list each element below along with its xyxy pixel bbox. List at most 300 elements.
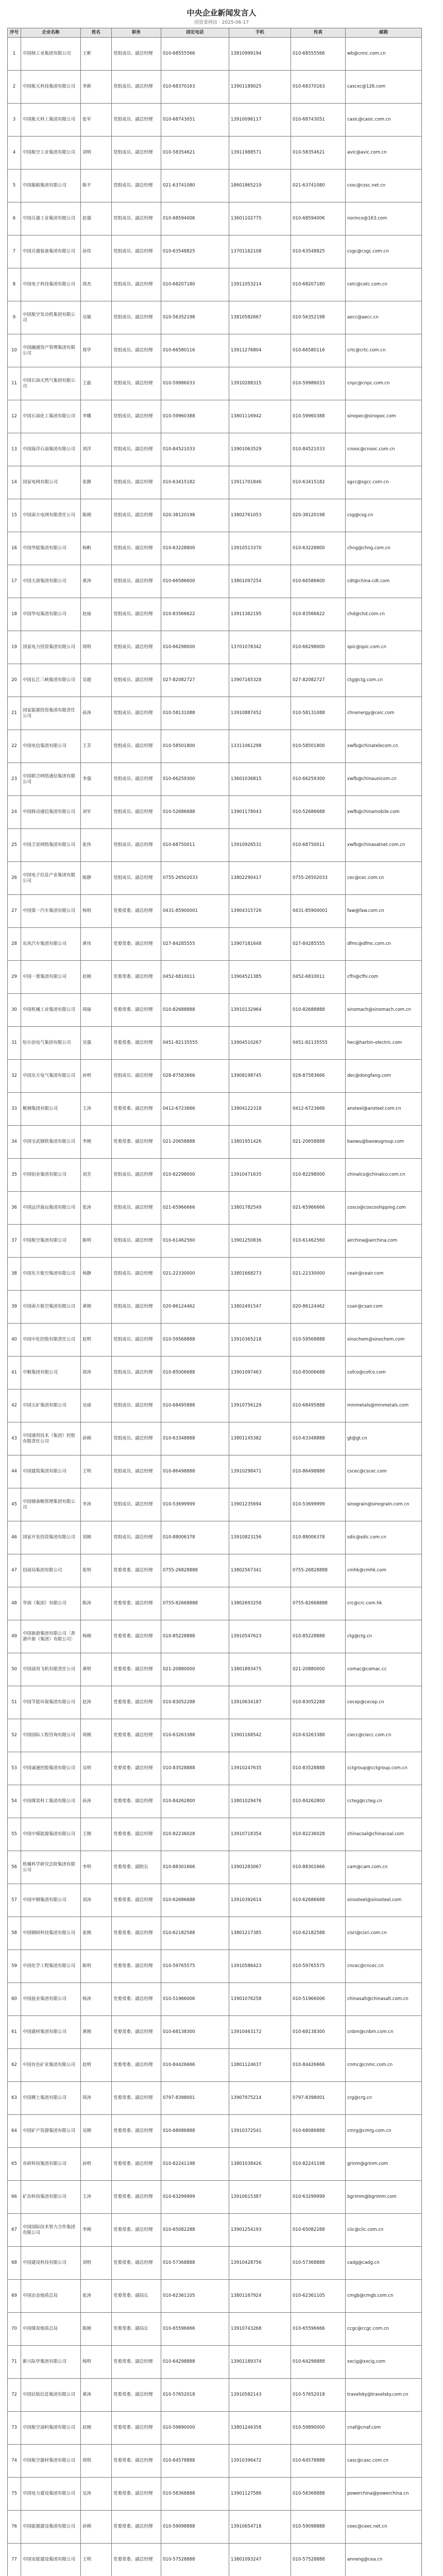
cell-no: 45 — [8, 1488, 21, 1521]
cell-email[interactable]: sgcc@sgcc.com.cn — [346, 466, 422, 499]
cell-title: 党组成员、副总经理 — [112, 334, 161, 367]
col-header-phone: 固定电话 — [161, 28, 229, 38]
cell-email[interactable]: minmetals@minmetals.com — [346, 1389, 422, 1422]
cell-company: 国家能源投资集团有限责任公司 — [21, 697, 81, 730]
cell-name: 王刚 — [81, 1818, 112, 1851]
cell-company: 招商局集团有限公司 — [21, 1554, 81, 1587]
cell-no: 13 — [8, 433, 21, 466]
cell-phone: 010-59890000 — [161, 2412, 229, 2445]
cell-fax: 010-68743051 — [291, 104, 346, 137]
cell-mobile: 13910298471 — [229, 1455, 291, 1488]
table-row — [8, 1324, 422, 1357]
table-row — [8, 1060, 422, 1093]
cell-mobile: 13911276804 — [229, 334, 291, 367]
cell-name: 陈刚 — [81, 2313, 112, 2346]
cell-phone: 027-82082727 — [161, 664, 229, 697]
cell-no: 19 — [8, 631, 21, 664]
cell-company: 中国通用技术（集团）控股有限责任公司 — [21, 1422, 81, 1455]
cell-mobile: 13904122318 — [229, 1093, 291, 1126]
cell-no: 37 — [8, 1225, 21, 1258]
cell-name: 张静 — [81, 466, 112, 499]
cell-no: 18 — [8, 598, 21, 631]
cell-phone: 010-51966006 — [161, 1983, 229, 2016]
cell-title: 党组成员、副总经理 — [112, 1521, 161, 1554]
cell-email[interactable]: crc@crc.com.hk — [346, 1587, 422, 1620]
cell-email[interactable]: chinalco@chinalco.com.cn — [346, 1159, 422, 1192]
table-row — [8, 829, 422, 862]
cell-name: 赵明 — [81, 1324, 112, 1357]
cell-no: 57 — [8, 1884, 21, 1917]
table-row — [8, 1093, 422, 1126]
cell-company: 中国宝武钢铁集团有限公司 — [21, 1126, 81, 1159]
cell-fax: 010-68750011 — [291, 829, 346, 862]
cell-name: 周丽 — [81, 994, 112, 1027]
cell-fax: 010-86498888 — [291, 1455, 346, 1488]
cell-mobile: 13801893475 — [229, 1653, 291, 1686]
cell-email[interactable]: dfmc@dfmc.com.cn — [346, 928, 422, 961]
cell-name: 郑华 — [81, 334, 112, 367]
cell-no: 7 — [8, 235, 21, 268]
cell-email[interactable]: ctg@ctg.cn — [346, 1620, 422, 1653]
cell-fax: 010-59890000 — [291, 2412, 346, 2445]
cell-no: 62 — [8, 2049, 21, 2082]
cell-phone: 010-59986033 — [161, 367, 229, 400]
cell-name: 杨静 — [81, 1258, 112, 1291]
cell-name: 赵刚 — [81, 961, 112, 994]
cell-phone: 0797-8398001 — [161, 2082, 229, 2115]
cell-email[interactable]: ansteel@ansteel.com.cn — [346, 1093, 422, 1126]
cell-title: 党委常委、副总经理 — [112, 2544, 161, 2576]
cell-name: 李新 — [81, 71, 112, 104]
cell-name: 吴丽 — [81, 1389, 112, 1422]
cell-email[interactable]: sinograin@sinograin.com.cn — [346, 1488, 422, 1521]
cell-email[interactable]: xxcig@xxcig.com — [346, 2346, 422, 2379]
cell-name: 吴强 — [81, 1027, 112, 1060]
cell-no: 36 — [8, 1192, 21, 1225]
cell-email[interactable]: csair@csair.com — [346, 1291, 422, 1324]
table-row — [8, 2082, 422, 2115]
table-row — [8, 2445, 422, 2478]
cell-title: 党委常委、副总经理 — [112, 961, 161, 994]
cell-title: 党委常委、副总经理 — [112, 2247, 161, 2280]
cell-email[interactable]: spic@spic.com.cn — [346, 631, 422, 664]
cell-no: 72 — [8, 2379, 21, 2412]
cell-email[interactable]: chnenergy@ceic.com — [346, 697, 422, 730]
cell-phone: 0755-26828888 — [161, 1554, 229, 1587]
cell-phone: 010-62182588 — [161, 1917, 229, 1950]
cell-email[interactable]: cctgroup@cctgroup.com.cn — [346, 1752, 422, 1785]
col-header-mobile: 手机 — [229, 28, 291, 38]
cell-email[interactable]: sinopec@sinopec.com — [346, 400, 422, 433]
cell-email[interactable]: faw@faw.com.cn — [346, 895, 422, 928]
cell-email[interactable]: cec@cec.com.cn — [346, 862, 422, 895]
cell-company: 中国机械工业集团有限公司 — [21, 994, 81, 1027]
table-row — [8, 1785, 422, 1818]
cell-no: 59 — [8, 1950, 21, 1983]
cell-name: 赵刚 — [81, 2412, 112, 2445]
cell-email[interactable]: hec@harbin-electric.com — [346, 1027, 422, 1060]
cell-phone: 010-68207180 — [161, 268, 229, 301]
cell-email[interactable]: chinasalt@chinasalt.com.cn — [346, 1983, 422, 2016]
cell-company: 中国安能建设集团有限公司 — [21, 2544, 81, 2576]
cell-email[interactable]: cam@cam.com.cn — [346, 1851, 422, 1884]
cell-email[interactable]: cdt@china-cdt.com — [346, 565, 422, 598]
cell-email[interactable]: cscec@cscec.com — [346, 1455, 422, 1488]
table-row — [8, 38, 422, 71]
cell-mobile: 13907975214 — [229, 2082, 291, 2115]
cell-email[interactable]: cecep@cecep.cn — [346, 1686, 422, 1719]
cell-no: 3 — [8, 104, 21, 137]
cell-mobile: 13801124637 — [229, 2049, 291, 2082]
cell-phone: 010-84521033 — [161, 433, 229, 466]
cell-mobile: 13810999194 — [229, 38, 291, 71]
cell-mobile: 13901189025 — [229, 71, 291, 104]
cell-email[interactable]: ceec@ceec.net.cn — [346, 2511, 422, 2544]
table-row — [8, 730, 422, 763]
cell-phone: 010-57528888 — [161, 2544, 229, 2576]
cell-email[interactable]: xwfb@chinaunicom.cn — [346, 763, 422, 796]
cell-email[interactable]: anneng@cea.cn — [346, 2544, 422, 2576]
cell-email[interactable]: grinm@grinm.com — [346, 2148, 422, 2181]
cell-fax: 010-65596666 — [291, 2313, 346, 2346]
col-header-email: 邮箱 — [346, 28, 422, 38]
table-row — [8, 104, 422, 137]
cell-phone: 010-68138300 — [161, 2016, 229, 2049]
cell-email[interactable]: xwfb@chinatelecom.cn — [346, 730, 422, 763]
cell-mobile: 13910823156 — [229, 1521, 291, 1554]
cell-no: 56 — [8, 1851, 21, 1884]
cell-email[interactable]: ccteg@ccteg.cn — [346, 1785, 422, 1818]
cell-email[interactable]: xwfb@chinasatnet.com.cn — [346, 829, 422, 862]
cell-email[interactable]: sinosteel@sinosteel.com — [346, 1884, 422, 1917]
cell-mobile: 13801029476 — [229, 1785, 291, 1818]
cell-email[interactable]: bgrimm@bgrimm.com — [346, 2181, 422, 2214]
cell-title: 党委常委、副总经理 — [112, 2016, 161, 2049]
cell-mobile: 13801093247 — [229, 2544, 291, 2576]
cell-company: 国家开发投资集团有限公司 — [21, 1521, 81, 1554]
cell-no: 12 — [8, 400, 21, 433]
cell-name: 刘军 — [81, 796, 112, 829]
cell-name: 赵涛 — [81, 1686, 112, 1719]
cell-phone: 010-82236028 — [161, 1818, 229, 1851]
cell-no: 34 — [8, 1126, 21, 1159]
cell-phone: 010-57652018 — [161, 2379, 229, 2412]
cell-email[interactable]: cmhk@cmhk.com — [346, 1554, 422, 1587]
cell-title: 党组成员、副总经理 — [112, 1225, 161, 1258]
table-row — [8, 1752, 422, 1785]
cell-fax: 010-68086888 — [291, 2115, 346, 2148]
cell-no: 53 — [8, 1752, 21, 1785]
table-row — [8, 1159, 422, 1192]
cell-company: 中国移动通信集团有限公司 — [21, 796, 81, 829]
cell-title: 党委常委、副总经理 — [112, 1620, 161, 1653]
cell-name: 李强 — [81, 763, 112, 796]
cell-title: 党委常委、副总经理 — [112, 1884, 161, 1917]
cell-email[interactable]: baowu@baowugroup.com — [346, 1126, 422, 1159]
cell-fax: 010-58501800 — [291, 730, 346, 763]
cell-fax: 010-68594006 — [291, 202, 346, 235]
cell-fax: 027-82082727 — [291, 664, 346, 697]
cell-name: 陈平 — [81, 170, 112, 202]
cell-company: 国家电力投资集团有限公司 — [21, 631, 81, 664]
cell-email[interactable]: sdic@sdic.com.cn — [346, 1521, 422, 1554]
cell-phone: 010-62686688 — [161, 1884, 229, 1917]
cell-mobile: 13901127586 — [229, 2478, 291, 2511]
cell-email[interactable]: cfhi@cfhi.com — [346, 961, 422, 994]
cell-no: 60 — [8, 1983, 21, 2016]
cell-email[interactable]: cmgb@cmgb.com.cn — [346, 2280, 422, 2313]
cell-no: 15 — [8, 499, 21, 532]
cell-email[interactable]: cnmc@cnmc.com.cn — [346, 2049, 422, 2082]
cell-email[interactable]: powerchina@powerchina.cn — [346, 2478, 422, 2511]
cell-fax: 010-59098888 — [291, 2511, 346, 2544]
cell-company: 东风汽车集团有限公司 — [21, 928, 81, 961]
cell-no: 30 — [8, 994, 21, 1027]
cell-phone: 010-68370163 — [161, 71, 229, 104]
cell-mobile: 13910372541 — [229, 2115, 291, 2148]
cell-email[interactable]: aecc@aecc.cn — [346, 301, 422, 334]
cell-mobile: 13901168542 — [229, 1719, 291, 1752]
cell-mobile: 13901235694 — [229, 1488, 291, 1521]
cell-no: 10 — [8, 334, 21, 367]
cell-title: 党委常委、副总经理 — [112, 1983, 161, 2016]
cell-name: 陈明 — [81, 1950, 112, 1983]
cell-no: 64 — [8, 2115, 21, 2148]
cell-phone: 010-61462560 — [161, 1225, 229, 1258]
cell-phone: 010-65082288 — [161, 2214, 229, 2247]
cell-email[interactable]: crtc@crtc.com.cn — [346, 334, 422, 367]
cell-company: 机械科学研究总院集团有限公司 — [21, 1851, 81, 1884]
cell-title: 党组成员、副总经理 — [112, 1488, 161, 1521]
cell-phone: 010-59960388 — [161, 400, 229, 433]
cell-company: 中国远洋海运集团有限公司 — [21, 1192, 81, 1225]
cell-title: 党组成员、副总经理 — [112, 71, 161, 104]
cell-mobile: 13910365218 — [229, 1324, 291, 1357]
cell-mobile: 13911988571 — [229, 137, 291, 170]
table-row — [8, 1389, 422, 1422]
cell-email[interactable]: casc@casc.com.cn — [346, 2445, 422, 2478]
cell-name: 李娜 — [81, 400, 112, 433]
cell-company: 华润（集团）有限公司 — [21, 1587, 81, 1620]
cell-name: 吴明 — [81, 1752, 112, 1785]
table-row — [8, 1587, 422, 1620]
cell-fax: 010-65082288 — [291, 2214, 346, 2247]
cell-title: 党组成员、副总经理 — [112, 301, 161, 334]
cell-fax: 010-88301666 — [291, 1851, 346, 1884]
cell-no: 42 — [8, 1389, 21, 1422]
cell-fax: 010-68207180 — [291, 268, 346, 301]
cell-email[interactable]: chd@chd.com.cn — [346, 598, 422, 631]
cell-email[interactable]: sinochem@sinochem.com — [346, 1324, 422, 1357]
cell-title: 党组成员、副总经理 — [112, 1159, 161, 1192]
cell-title: 党组成员、副总经理 — [112, 38, 161, 71]
cell-no: 61 — [8, 2016, 21, 2049]
cell-name: 陈静 — [81, 862, 112, 895]
cell-name: 孙刚 — [81, 2511, 112, 2544]
cell-email[interactable]: cosco@coscoshipping.com — [346, 1192, 422, 1225]
cell-email[interactable]: cofco@cofco.com — [346, 1357, 422, 1389]
cell-mobile: 13901097463 — [229, 1357, 291, 1389]
cell-company: 中国航空器材集团有限公司 — [21, 2445, 81, 2478]
table-row — [8, 1488, 422, 1521]
cell-no: 66 — [8, 2181, 21, 2214]
cell-company: 中国诚通控股集团有限公司 — [21, 1752, 81, 1785]
cell-email[interactable]: cnooc@cnooc.com.cn — [346, 433, 422, 466]
cell-fax: 021-20880000 — [291, 1653, 346, 1686]
cell-email[interactable]: wb@cnnc.com.cn — [346, 38, 422, 71]
cell-name: 吴超 — [81, 664, 112, 697]
cell-mobile: 13910718354 — [229, 1818, 291, 1851]
cell-company: 中国国际工程咨询有限公司 — [21, 1719, 81, 1752]
cell-email[interactable]: ccgc@ccgc.com.cn — [346, 2313, 422, 2346]
cell-company: 中国东方电气集团有限公司 — [21, 1060, 81, 1093]
cell-name: 陈明 — [81, 1225, 112, 1258]
cell-phone: 010-63548825 — [161, 235, 229, 268]
cell-email[interactable]: travelsky@travelsky.com.cn — [346, 2379, 422, 2412]
cell-fax: 0755-82668888 — [291, 1587, 346, 1620]
table-row — [8, 2478, 422, 2511]
cell-mobile: 13910634187 — [229, 1686, 291, 1719]
cell-email[interactable]: ciecc@ciecc.com.cn — [346, 1719, 422, 1752]
cell-fax: 010-63263388 — [291, 1719, 346, 1752]
cell-title: 党组成员、副总经理 — [112, 631, 161, 664]
cell-title: 党委常委、副总经理 — [112, 1818, 161, 1851]
cell-email[interactable]: chinacoal@chinacoal.com — [346, 1818, 422, 1851]
cell-name: 刘洋 — [81, 433, 112, 466]
cell-email[interactable]: avic@avic.com.cn — [346, 137, 422, 170]
cell-email[interactable]: ciic@ciic.com.cn — [346, 2214, 422, 2247]
cell-mobile: 13601102775 — [229, 202, 291, 235]
cell-name: 王芳 — [81, 730, 112, 763]
table-row — [8, 1192, 422, 1225]
cell-email[interactable]: comac@comac.cc — [346, 1653, 422, 1686]
cell-fax: 010-58131088 — [291, 697, 346, 730]
cell-email[interactable]: norinco@163.com — [346, 202, 422, 235]
cell-fax: 020-86124462 — [291, 1291, 346, 1324]
cell-name: 李刚 — [81, 1126, 112, 1159]
cell-email[interactable]: csg@csg.cn — [346, 499, 422, 532]
table-row — [8, 565, 422, 598]
cell-phone: 010-83528888 — [161, 1752, 229, 1785]
cell-email[interactable]: cascxc@126.com — [346, 71, 422, 104]
cell-email[interactable]: csgc@csgc.com.cn — [346, 235, 422, 268]
cell-fax: 010-68370163 — [291, 71, 346, 104]
cell-company: 中国航天科技集团有限公司 — [21, 71, 81, 104]
cell-company: 中国冶金地质总局 — [21, 2280, 81, 2313]
cell-name: 王明 — [81, 1455, 112, 1488]
cell-email[interactable]: cnpc@cnpc.com.cn — [346, 367, 422, 400]
cell-email[interactable]: chng@chng.com.cn — [346, 532, 422, 565]
cell-no: 2 — [8, 71, 21, 104]
cell-email[interactable]: cncec@cncec.cn — [346, 1950, 422, 1983]
cell-phone: 010-59765575 — [161, 1950, 229, 1983]
cell-mobile: 13908198745 — [229, 1060, 291, 1093]
col-header-fax: 传真 — [291, 28, 346, 38]
cell-company: 中国中煤能源集团有限公司 — [21, 1818, 81, 1851]
cell-company: 中国钢研科技集团有限公司 — [21, 1917, 81, 1950]
cell-fax: 010-82688888 — [291, 994, 346, 1027]
cell-title: 党委常委、副总经理 — [112, 2115, 161, 2148]
cell-email[interactable]: cnaf@cnaf.com — [346, 2412, 422, 2445]
cell-company: 中国石油天然气集团有限公司 — [21, 367, 81, 400]
cell-phone: 010-58131088 — [161, 697, 229, 730]
cell-company: 中国中钢集团有限公司 — [21, 1884, 81, 1917]
cell-email[interactable]: crg@crg.cn — [346, 2082, 422, 2115]
cell-name: 杨刚 — [81, 1620, 112, 1653]
cell-name: 黄涛 — [81, 565, 112, 598]
cell-name: 孙明 — [81, 1060, 112, 1093]
cell-email[interactable]: airchina@airchina.com — [346, 1225, 422, 1258]
table-row — [8, 137, 422, 170]
cell-name: 黄涛 — [81, 2379, 112, 2412]
cell-name: 王彬 — [81, 38, 112, 71]
cell-email[interactable]: cisri@cisri.com.cn — [346, 1917, 422, 1950]
cell-title: 党组成员、副总经理 — [112, 1192, 161, 1225]
cell-email[interactable]: cetc@cetc.com.cn — [346, 268, 422, 301]
cell-email[interactable]: cmrg@cmrg.com.cn — [346, 2115, 422, 2148]
table-row — [8, 2346, 422, 2379]
cell-no: 52 — [8, 1719, 21, 1752]
cell-company: 中国航空工业集团有限公司 — [21, 137, 81, 170]
cell-company: 中国铝业集团有限公司 — [21, 1159, 81, 1192]
table-row — [8, 433, 422, 466]
cell-company: 中国煤炭地质总局 — [21, 2313, 81, 2346]
cell-phone: 010-82241198 — [161, 2148, 229, 2181]
page-title: 中央企业新闻发言人 — [186, 8, 257, 18]
table-row — [8, 2412, 422, 2445]
table-row — [8, 2511, 422, 2544]
table-row — [8, 2016, 422, 2049]
cell-email[interactable]: ctg@ctg.com.cn — [346, 664, 422, 697]
cell-email[interactable]: ceair@ceair.com — [346, 1258, 422, 1291]
cell-no: 75 — [8, 2478, 21, 2511]
cell-phone: 0755-26502033 — [161, 862, 229, 895]
cell-phone: 010-64578888 — [161, 2445, 229, 2478]
cell-fax: 020-38120198 — [291, 499, 346, 532]
cell-name: 李刚 — [81, 2214, 112, 2247]
cell-fax: 010-68138300 — [291, 2016, 346, 2049]
cell-fax: 010-63548825 — [291, 235, 346, 268]
cell-title: 党委常委、副总经理 — [112, 1917, 161, 1950]
cell-title: 党委常委、副总经理 — [112, 1719, 161, 1752]
cell-email[interactable]: sinomach@sinomach.com.cn — [346, 994, 422, 1027]
cell-title: 党委常委、副总经理 — [112, 928, 161, 961]
cell-title: 党委常委、副总经理 — [112, 2412, 161, 2445]
cell-email[interactable]: cssc@cssc.net.cn — [346, 170, 422, 202]
cell-email[interactable]: cadg@cadg.cn — [346, 2247, 422, 2280]
cell-email[interactable]: casic@casic.com.cn — [346, 104, 422, 137]
cell-mobile: 13904510267 — [229, 1027, 291, 1060]
cell-no: 51 — [8, 1686, 21, 1719]
cell-title: 党委常委、副总经理 — [112, 2181, 161, 2214]
cell-email[interactable]: xwfb@chinamobile.com — [346, 796, 422, 829]
cell-email[interactable]: dec@dongfang.com — [346, 1060, 422, 1093]
cell-phone: 010-62361105 — [161, 2280, 229, 2313]
cell-phone: 0755-82668888 — [161, 1587, 229, 1620]
cell-mobile: 18601865219 — [229, 170, 291, 202]
cell-company: 中国盐业集团有限公司 — [21, 1983, 81, 2016]
cell-phone: 0431-85900001 — [161, 895, 229, 928]
cell-fax: 010-57368888 — [291, 2247, 346, 2280]
cell-email[interactable]: cnbm@cnbm.com.cn — [346, 2016, 422, 2049]
cell-mobile: 13910743268 — [229, 2313, 291, 2346]
cell-name: 黄刚 — [81, 2016, 112, 2049]
cell-no: 46 — [8, 1521, 21, 1554]
cell-email[interactable]: gt@gt.cn — [346, 1422, 422, 1455]
cell-fax: 021-22330000 — [291, 1258, 346, 1291]
cell-title: 党组成员、副总经理 — [112, 137, 161, 170]
cell-company: 中国第一汽车集团有限公司 — [21, 895, 81, 928]
